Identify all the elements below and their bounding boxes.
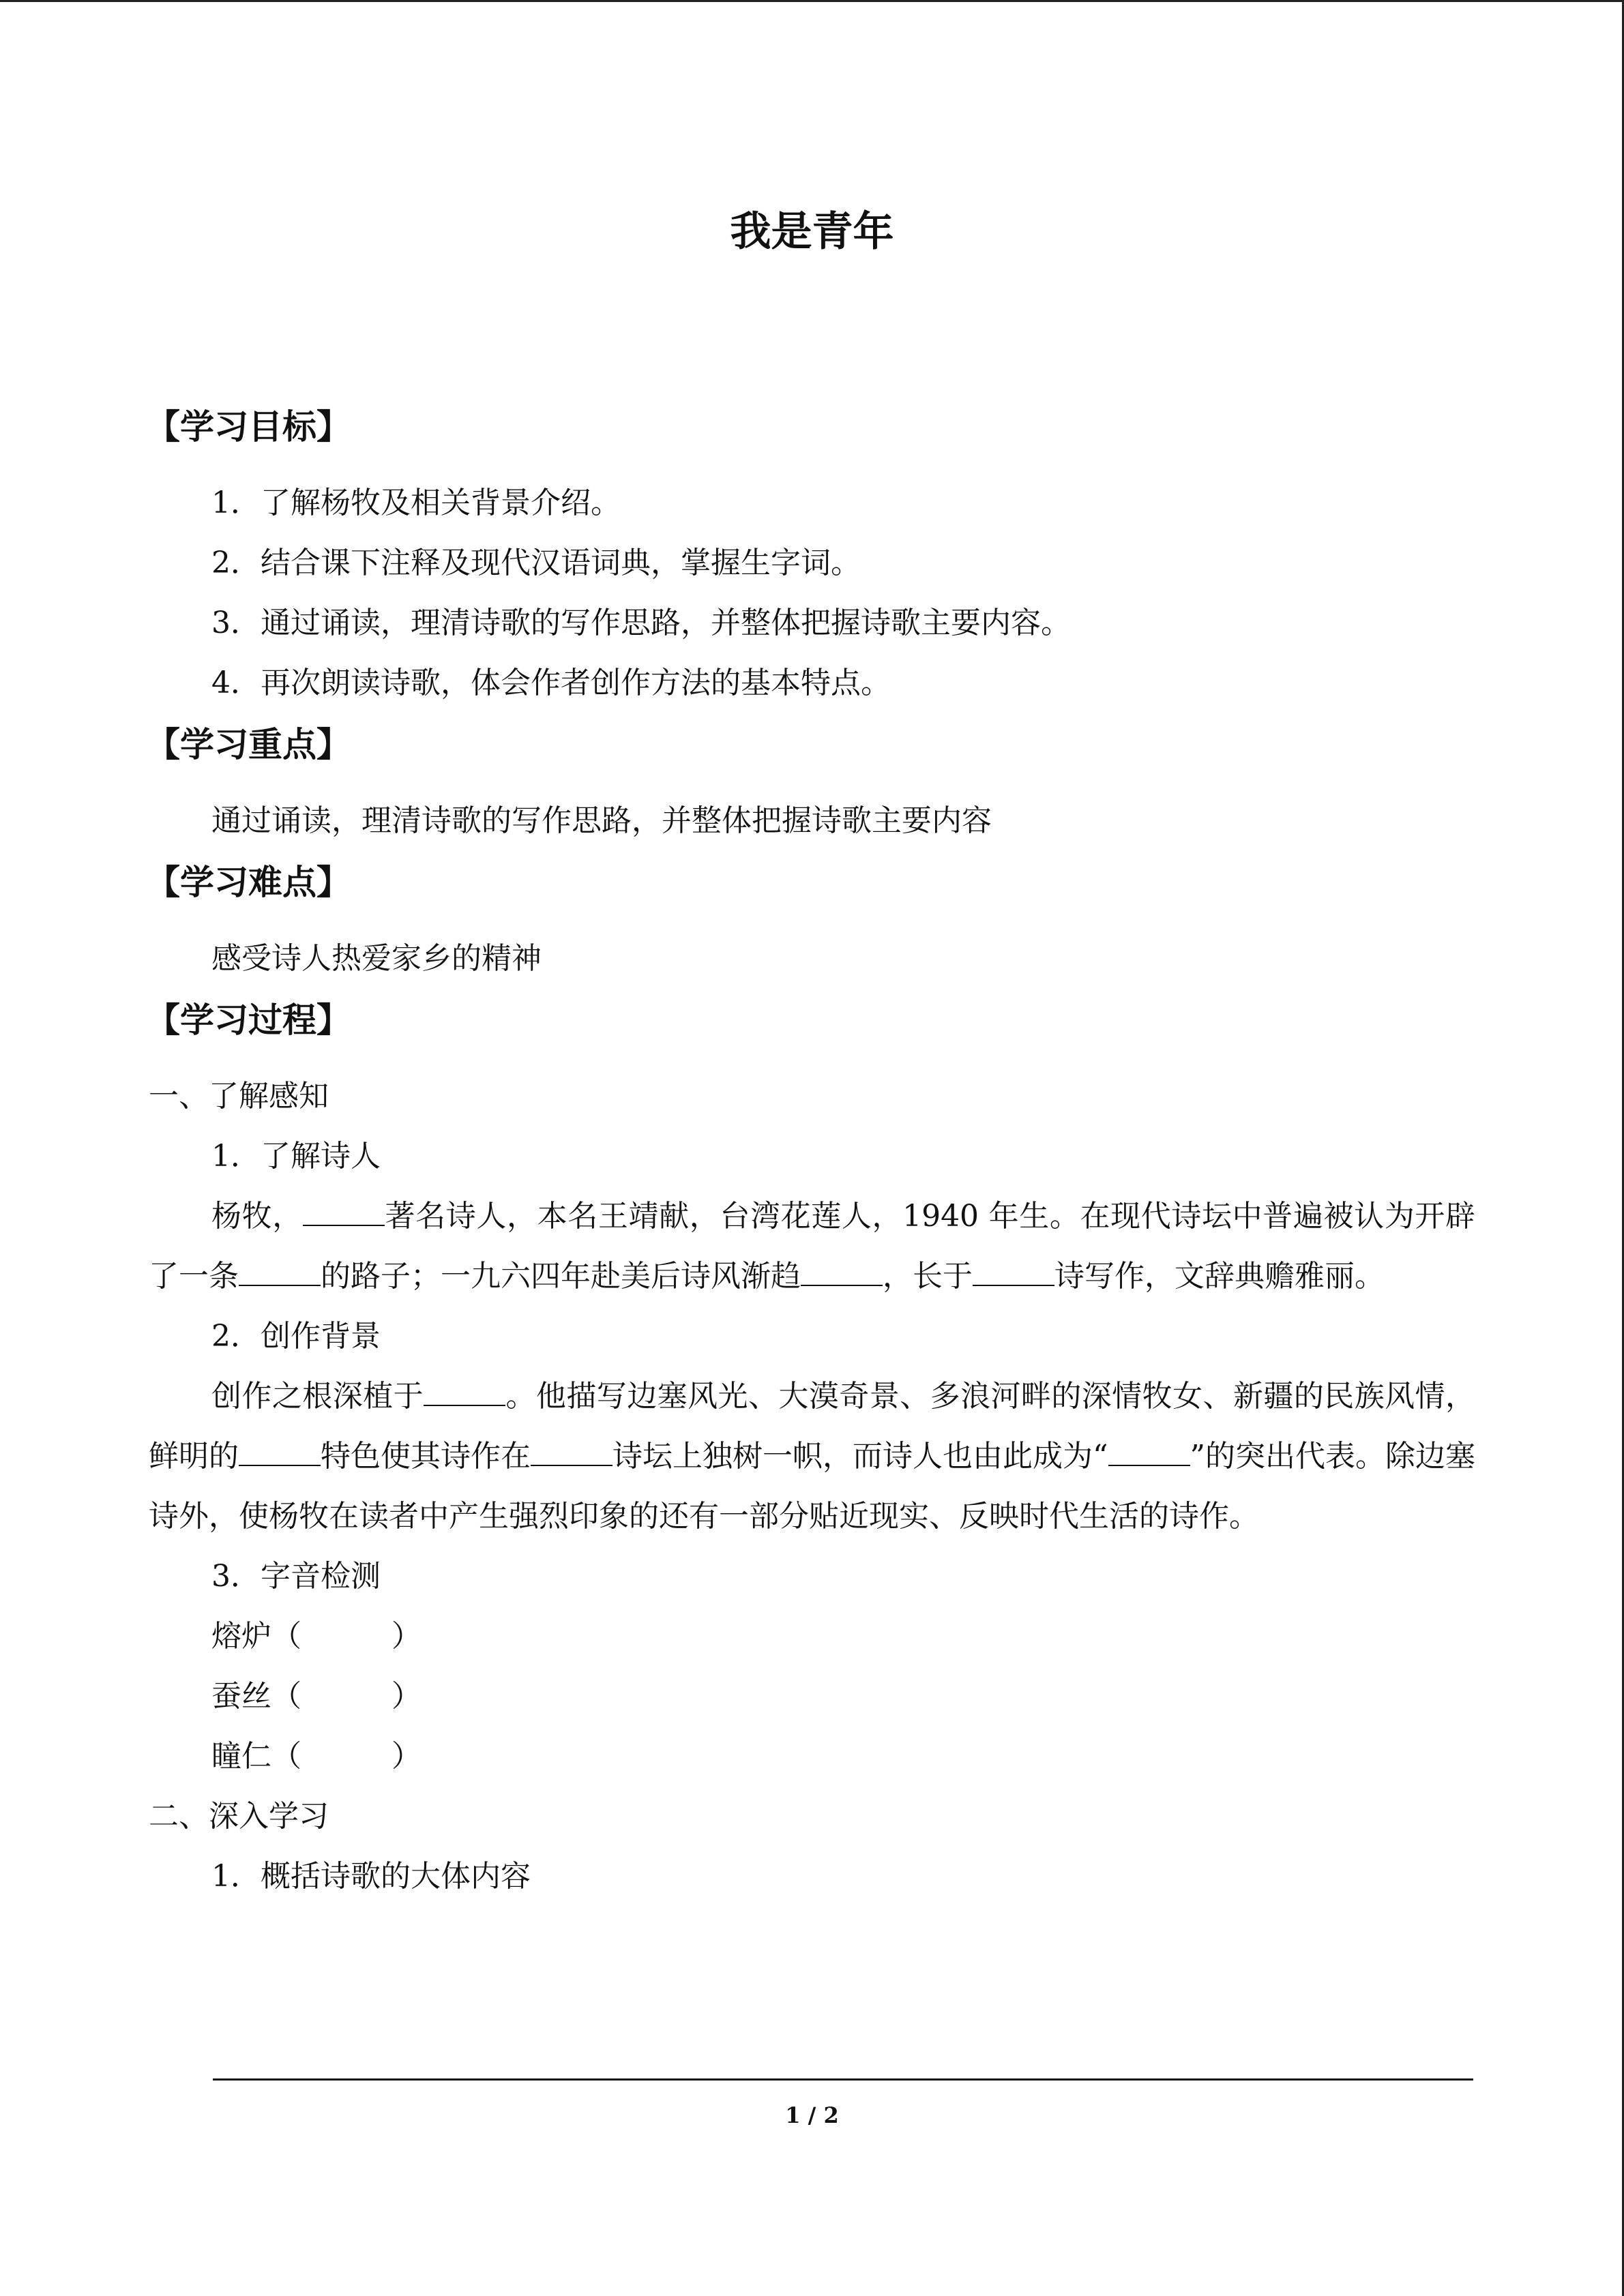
- fill-blank[interactable]: [239, 1257, 321, 1286]
- poet-intro-title: 1．了解诗人: [211, 1139, 381, 1174]
- objective-item-4: 4．再次朗读诗歌，体会作者创作方法的基本特点。: [211, 666, 891, 700]
- fill-blank[interactable]: [1108, 1437, 1190, 1466]
- objective-item-3: 3．通过诵读，理清诗歌的写作思路，并整体把握诗歌主要内容。: [211, 606, 1071, 640]
- difficulties-heading: 【学习难点】: [146, 863, 351, 902]
- difficulties-text: 感受诗人热爱家乡的精神: [211, 941, 542, 976]
- background-title: 2．创作背景: [211, 1319, 381, 1354]
- part2-title: 二、深入学习: [149, 1799, 329, 1834]
- page-number: 1 / 2: [785, 2102, 839, 2128]
- poet-intro-paragraph: 杨牧， 著名诗人，本名王靖献，台湾花莲人，1940 年生。在现代诗坛中普遍被认为开辟了一条 的路子；一九六四年赴美后诗风渐趋 ，长于 诗写作，文辞典赡雅丽。: [149, 1199, 1475, 1294]
- fill-blank[interactable]: [239, 1437, 321, 1466]
- fill-blank[interactable]: [424, 1377, 505, 1406]
- background-paragraph: 创作之根深植于 。他描写边塞风光、大漠奇景、多浪河畔的深情牧女、新疆的民族风情，鲜明的 特色使其诗作在 诗坛上独树一帜，而诗人也由此成为“ ”的突出代表。除边塞诗外，使杨牧在读者中产生强烈印象的还有一部分贴近现实、反映时代生活的诗作。: [149, 1379, 1476, 1534]
- objectives-heading: 【学习目标】: [146, 407, 351, 447]
- pronunciation-item-2: 蚕丝（ ）: [211, 1679, 422, 1714]
- pronunciation-item-1: 熔炉（ ）: [211, 1619, 422, 1654]
- key-points-heading: 【学习重点】: [146, 725, 351, 764]
- fill-blank[interactable]: [973, 1257, 1054, 1286]
- process-heading: 【学习过程】: [146, 1000, 351, 1040]
- page-title: 我是青年: [730, 208, 894, 256]
- document-body: [146, 205, 1476, 1907]
- footer-divider: [213, 2078, 1473, 2081]
- part1-title: 一、了解感知: [149, 1079, 329, 1114]
- fill-blank[interactable]: [801, 1257, 883, 1286]
- pronunciation-title: 3．字音检测: [211, 1559, 381, 1594]
- pronunciation-item-3: 瞳仁（ ）: [211, 1739, 422, 1774]
- page-border-top: [0, 0, 1624, 2]
- objective-item-2: 2．结合课下注释及现代汉语词典，掌握生字词。: [211, 546, 861, 580]
- key-points-text: 通过诵读，理清诗歌的写作思路，并整体把握诗歌主要内容: [211, 803, 992, 838]
- fill-blank[interactable]: [303, 1197, 385, 1226]
- objective-item-1: 1．了解杨牧及相关背景介绍。: [211, 486, 621, 520]
- summary-title: 1．概括诗歌的大体内容: [211, 1859, 531, 1894]
- fill-blank[interactable]: [531, 1437, 612, 1466]
